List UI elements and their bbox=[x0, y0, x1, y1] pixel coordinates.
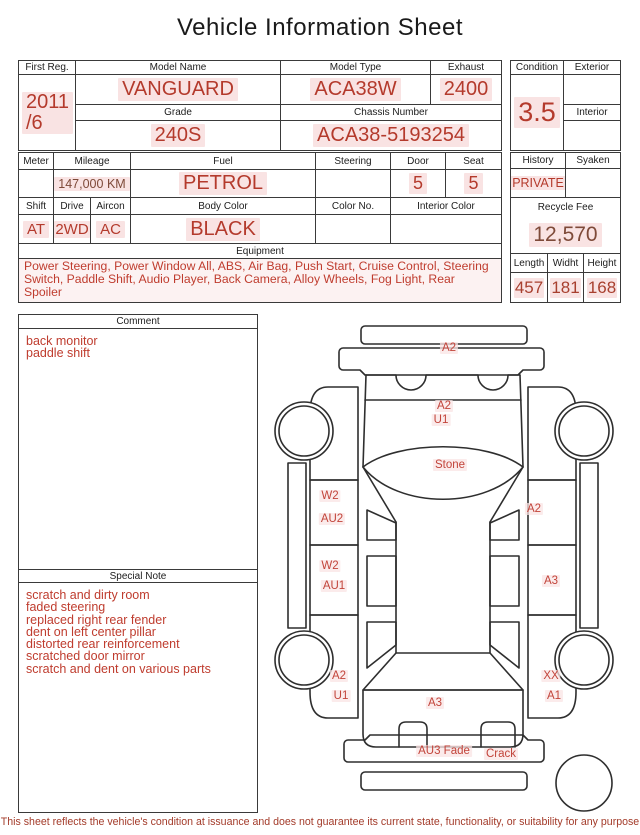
exterior-value bbox=[564, 75, 620, 105]
special-note-line: replaced right rear fender bbox=[26, 612, 167, 627]
damage-code-label: U1 bbox=[433, 414, 449, 426]
aircon-label: Aircon bbox=[91, 198, 131, 215]
damage-code-label: U1 bbox=[333, 690, 349, 702]
history-label: History bbox=[511, 153, 566, 169]
condition-value: 3.5 bbox=[511, 75, 564, 150]
model-name-value: VANGUARD bbox=[76, 75, 281, 105]
special-note-label: Special Note bbox=[19, 569, 257, 583]
syaken-value bbox=[566, 169, 620, 198]
comment-line: paddle shift bbox=[26, 346, 90, 361]
fuel-label: Fuel bbox=[131, 153, 316, 170]
rear-right-wheel bbox=[559, 635, 609, 685]
rear-bumper-bottom-strip bbox=[361, 772, 527, 790]
fuel-value: PETROL bbox=[131, 170, 316, 198]
comment-line: back monitor bbox=[26, 334, 98, 348]
damage-code-label: A1 bbox=[546, 690, 562, 702]
drive-label: Drive bbox=[54, 198, 91, 215]
interior-color-label: Interior Color bbox=[391, 198, 501, 215]
special-note-line: distorted rear reinforcement bbox=[26, 637, 180, 652]
comment-label: Comment bbox=[19, 315, 257, 329]
special-note-line: scratch and dirty room bbox=[26, 588, 150, 602]
equipment-value: Power Steering, Power Window All, ABS, Air Bag, Push Start, Cruise Control, Steering Switch, Paddle Shift, Audio Player, Back Camera, Alloy Wheels, Fog Light, Rear Spoiler bbox=[19, 259, 501, 302]
interior-color-value bbox=[391, 215, 501, 244]
history-grid bbox=[511, 153, 620, 302]
special-note-lines bbox=[19, 583, 257, 812]
body-color-label: Body Color bbox=[131, 198, 316, 215]
left-quarter-window bbox=[367, 622, 396, 668]
recycle-fee-label: Recycle Fee bbox=[537, 202, 594, 213]
syaken-label: Syaken bbox=[566, 153, 620, 169]
damage-code-label: A3 bbox=[427, 697, 443, 709]
a-pillars bbox=[363, 467, 523, 522]
left-rear-window bbox=[367, 556, 396, 606]
right-sill bbox=[580, 463, 598, 628]
height-label: Height bbox=[584, 254, 620, 273]
condition-box bbox=[510, 60, 621, 151]
comment-lines bbox=[19, 329, 257, 569]
color-no-value bbox=[316, 215, 391, 244]
comment-box bbox=[18, 314, 258, 813]
first-reg-value bbox=[19, 75, 76, 150]
length-value: 457 bbox=[511, 273, 548, 302]
grade-value: 240S bbox=[76, 121, 281, 150]
special-note-line: faded steering bbox=[26, 600, 106, 615]
spec-grid bbox=[19, 153, 501, 302]
equipment-label: Equipment bbox=[19, 244, 501, 259]
steering-value bbox=[316, 170, 391, 198]
damage-code-label: AU2 bbox=[320, 513, 344, 525]
special-note-line: scratch and dent on various parts bbox=[26, 661, 211, 676]
special-note-line: dent on left center pillar bbox=[26, 624, 156, 639]
rear-left-wheel bbox=[279, 635, 329, 685]
damage-code-label: AU1 bbox=[322, 580, 346, 592]
seat-label: Seat bbox=[446, 153, 501, 170]
grade-label: Grade bbox=[76, 105, 281, 121]
meter-label: Meter bbox=[19, 153, 54, 170]
condition-label: Condition bbox=[511, 61, 564, 75]
length-label: Length bbox=[511, 254, 548, 273]
roof-sides bbox=[396, 522, 490, 653]
damage-code-label: AU3 Fade bbox=[418, 745, 470, 757]
shift-value: AT bbox=[19, 215, 54, 244]
special-note-line: scratched door mirror bbox=[26, 649, 145, 664]
interior-value bbox=[564, 121, 620, 150]
damage-code-label: Stone bbox=[434, 459, 466, 471]
aircon-value: AC bbox=[91, 215, 131, 244]
first-reg-label: First Reg. bbox=[19, 61, 76, 75]
height-value: 168 bbox=[587, 277, 617, 297]
first-reg-month: /6 bbox=[26, 111, 43, 134]
recycle-fee-value: 12,570 bbox=[511, 217, 620, 254]
model-type-value: ACA38W bbox=[281, 75, 431, 105]
right-rear-window bbox=[490, 556, 519, 606]
mileage-value: 147,000 KM bbox=[54, 170, 131, 198]
body-color-value: BLACK bbox=[131, 215, 316, 244]
width-value: 181 bbox=[548, 273, 584, 302]
left-sill bbox=[288, 463, 306, 628]
width-label: Widht bbox=[548, 254, 584, 273]
disclaimer-text: This sheet reflects the vehicle's condition at issuance and does not guarantee its current state, functionality, or suitability for any purpose bbox=[0, 816, 640, 828]
door-label: Door bbox=[391, 153, 446, 170]
damage-code-label: A3 bbox=[543, 575, 559, 587]
page-title: Vehicle Information Sheet bbox=[176, 14, 463, 41]
shift-label: Shift bbox=[19, 198, 54, 215]
vehicle-identity-grid bbox=[19, 61, 501, 150]
car-damage-diagram bbox=[263, 310, 640, 815]
damage-code-label: A2 bbox=[436, 400, 452, 412]
exterior-label: Exterior bbox=[564, 61, 620, 75]
chassis-number-label: Chassis Number bbox=[281, 105, 501, 121]
damage-code-label: Crack bbox=[485, 748, 517, 760]
right-quarter-window bbox=[490, 622, 519, 668]
mileage-label: Mileage bbox=[54, 153, 131, 170]
condition-grid bbox=[511, 61, 620, 150]
exhaust-value: 2400 bbox=[431, 75, 501, 105]
damage-code-label: W2 bbox=[321, 560, 339, 572]
damage-code-label: A2 bbox=[331, 670, 347, 682]
model-name-label: Model Name bbox=[76, 61, 281, 75]
meter-value bbox=[19, 170, 54, 198]
exhaust-label: Exhaust bbox=[431, 61, 501, 75]
interior-label: Interior bbox=[564, 105, 620, 121]
seat-value: 5 bbox=[446, 170, 501, 198]
color-no-label: Color No. bbox=[316, 198, 391, 215]
windshield bbox=[363, 447, 523, 500]
spare-wheel bbox=[556, 755, 612, 811]
history-value: PRIVATE bbox=[511, 169, 566, 198]
steering-label: Steering bbox=[316, 153, 391, 170]
first-reg-year: 2011 bbox=[26, 90, 70, 113]
damage-code-label: A2 bbox=[526, 503, 542, 515]
damage-code-label: A2 bbox=[441, 342, 457, 354]
front-left-wheel bbox=[279, 406, 329, 456]
damage-code-label: XX bbox=[543, 670, 559, 682]
door-value: 5 bbox=[391, 170, 446, 198]
vehicle-identity-table bbox=[18, 60, 502, 151]
model-type-label: Model Type bbox=[281, 61, 431, 75]
drive-value: 2WD bbox=[54, 215, 91, 244]
history-box bbox=[510, 152, 621, 303]
hood-front-edge bbox=[366, 375, 520, 390]
front-right-wheel bbox=[559, 406, 609, 456]
rear-window bbox=[363, 653, 523, 690]
damage-code-label: W2 bbox=[321, 490, 339, 502]
spec-table bbox=[18, 152, 502, 303]
chassis-number-value: ACA38-5193254 bbox=[281, 121, 501, 150]
